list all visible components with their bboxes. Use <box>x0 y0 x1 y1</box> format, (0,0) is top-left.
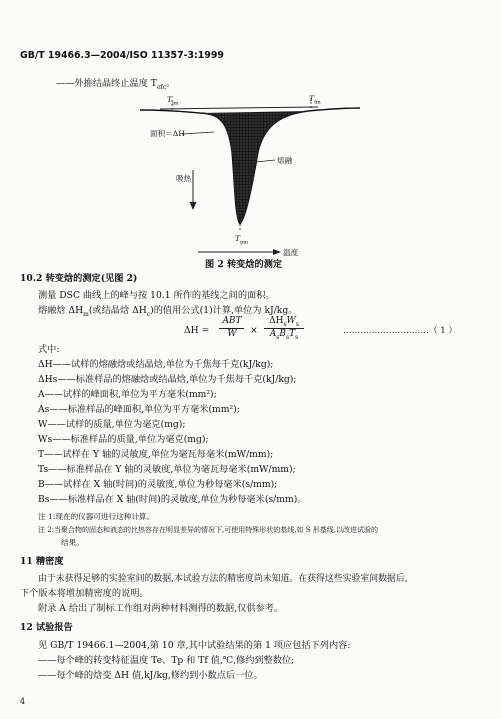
label-tpm: $T_{pm}$ <box>235 234 249 246</box>
frac2-denominator: $A_sB_sT_s$ <box>269 329 299 341</box>
section-10-2-heading: 10.2 转变焓的测定(见图 2) <box>20 273 138 284</box>
label-tim: $T_{im}$ <box>167 95 179 107</box>
peak-area <box>200 111 308 224</box>
note-2-cont: 结果。 <box>61 538 84 547</box>
definition-item: T——试样在 Y 轴的灵敏度,单位为毫瓦每毫米(mW/mm); <box>38 449 274 460</box>
definition-item: ΔHs——标准样品的熔融焓或结晶焓,单位为千焦每千克(kJ/kg); <box>38 374 297 385</box>
formula-lhs: ΔH = <box>184 325 210 336</box>
paragraph: 附录 A 给出了制标工作组对两种材料测得的数据,仅供参考。 <box>38 603 284 614</box>
label-tfm: $T_{fm}$ <box>309 94 321 106</box>
label-melt: 熔融 <box>277 156 293 165</box>
paragraph: ——每个峰的焓变 ΔH 值,kJ/kg,修约到小数点后一位。 <box>38 670 263 681</box>
paragraph: 见 GB/T 19466.1—2004,第 10 章,其中试验结果的第 1 项应包括下列内容: <box>38 640 351 651</box>
top-line: ——外推结晶终止温度 $T_{efc}$。 <box>56 78 176 91</box>
paragraph: 熔融焓 $\Delta H_m$(或结晶焓 $\Delta H_c$)的值用公式(1)计算,单位为 kJ/kg。 <box>38 305 298 318</box>
page-number: 4 <box>20 697 26 706</box>
definition-item: A——试样的峰面积,单位为平方毫米(mm²); <box>38 389 217 400</box>
where-label: 式中: <box>38 344 60 355</box>
label-area: 面积＝ΔH <box>150 129 185 138</box>
definition-item: Ts——标准样品在 Y 轴的灵敏度,单位为毫瓦每毫米(mW/mm); <box>38 464 296 475</box>
note-2: 注 2:当聚合物的固态和液态的比热容存在明显差异的情况下,可使用特殊形状的基线,如 S 形基线,以改进试验的 <box>38 526 378 534</box>
definition-item: B——试样在 X 轴(时间)的灵敏度,单位为秒每毫米(s/mm); <box>38 479 278 490</box>
note-1: 注 1:现在的仪器可进行这种计算。 <box>38 512 155 521</box>
definition-item: Ws——标准样品的质量,单位为毫克(mg); <box>38 434 209 445</box>
frac1-denominator: W <box>227 329 237 339</box>
section-11-heading: 11 精密度 <box>20 556 64 567</box>
definition-item: W——试样的质量,单位为毫克(mg); <box>38 419 186 430</box>
definition-item: Bs——标准样品在 X 轴(时间)的灵敏度,单位为秒每毫米(s/mm)。 <box>38 494 307 505</box>
section-12-heading: 12 试验报告 <box>20 622 73 633</box>
frac1-numerator: ABT <box>222 316 242 326</box>
frac2-numerator: $\Delta H_sW_s$ <box>269 316 299 328</box>
equation-number: …………………………（ 1 ） <box>343 326 458 336</box>
definition-item: As——标准样品的峰面积,单位为平方毫米(mm²); <box>38 404 240 415</box>
label-endotherm: 吸热 <box>176 174 192 183</box>
standard-header: GB/T 19466.3—2004/ISO 11357-3:1999 <box>20 50 224 61</box>
paragraph: 下个版本将增加精密度的说明。 <box>20 588 149 599</box>
paragraph: 测量 DSC 曲线上的峰与按 10.1 所作的基线之间的面积。 <box>38 290 275 301</box>
paragraph: 由于未获得足够的实验室间的数据,本试验方法的精密度尚未知道。在获得这些实验室间数据后, <box>38 574 408 584</box>
paragraph: ——每个峰的转变特征温度 Te、Tp 和 Tf 值,℃,修约到整数位; <box>38 655 295 666</box>
baseline <box>160 107 318 109</box>
formula-times: × <box>250 325 258 336</box>
figure-caption: 图 2 转变焓的测定 <box>205 259 283 270</box>
definition-item: ΔH——试样的熔融焓或结晶焓,单位为千焦每千克(kJ/kg); <box>38 359 274 370</box>
label-temperature: 温度 <box>283 248 299 257</box>
